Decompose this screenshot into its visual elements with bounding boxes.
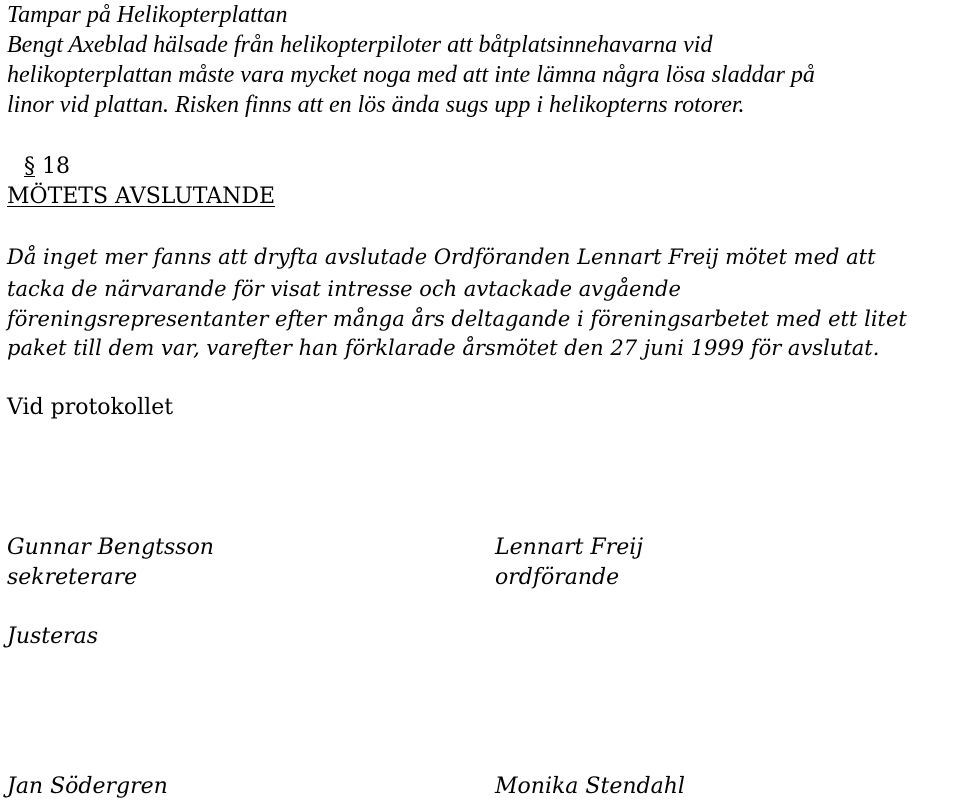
- intro-line-2: helikopterplattan måste vara mycket noga med att inte lämna några lösa sladdar på: [7, 62, 815, 88]
- section-number-value: 18: [42, 154, 70, 179]
- vid-protokollet: Vid protokollet: [7, 395, 174, 420]
- closing-line-1: Då inget mer fanns att dryfta avslutade Ordföranden Lennart Freij mötet med att: [7, 245, 876, 269]
- secretary-role: sekreterare: [7, 565, 138, 590]
- closing-line-2: tacka de närvarande för visat intresse och avtackade avgående: [7, 277, 681, 301]
- section-heading: MÖTETS AVSLUTANDE: [7, 184, 276, 209]
- section-number: [24, 152, 70, 182]
- chair-name: Lennart Freij: [495, 535, 644, 560]
- secretary-name: Gunnar Bengtsson: [7, 535, 214, 560]
- justeras-label: Justeras: [7, 624, 99, 649]
- adjuster-2-name: Monika Stendahl: [495, 774, 685, 799]
- chair-role: ordförande: [495, 565, 620, 590]
- closing-line-3: föreningsrepresentanter efter många års deltagande i föreningsarbetet med ett litet: [7, 307, 907, 331]
- intro-line-3: linor vid plattan. Risken finns att en lös ända sugs upp i helikopterns rotorer.: [7, 92, 745, 118]
- intro-line-1: Bengt Axeblad hälsade från helikopterpiloter att båtplatsinnehavarna vid: [7, 32, 713, 58]
- adjuster-1-name: Jan Södergren: [7, 774, 168, 799]
- title-line: Tampar på Helikopterplattan: [7, 2, 288, 28]
- section-symbol: §: [24, 154, 35, 179]
- closing-line-4: paket till dem var, varefter han förklarade årsmötet den 27 juni 1999 för avslutat.: [7, 336, 880, 360]
